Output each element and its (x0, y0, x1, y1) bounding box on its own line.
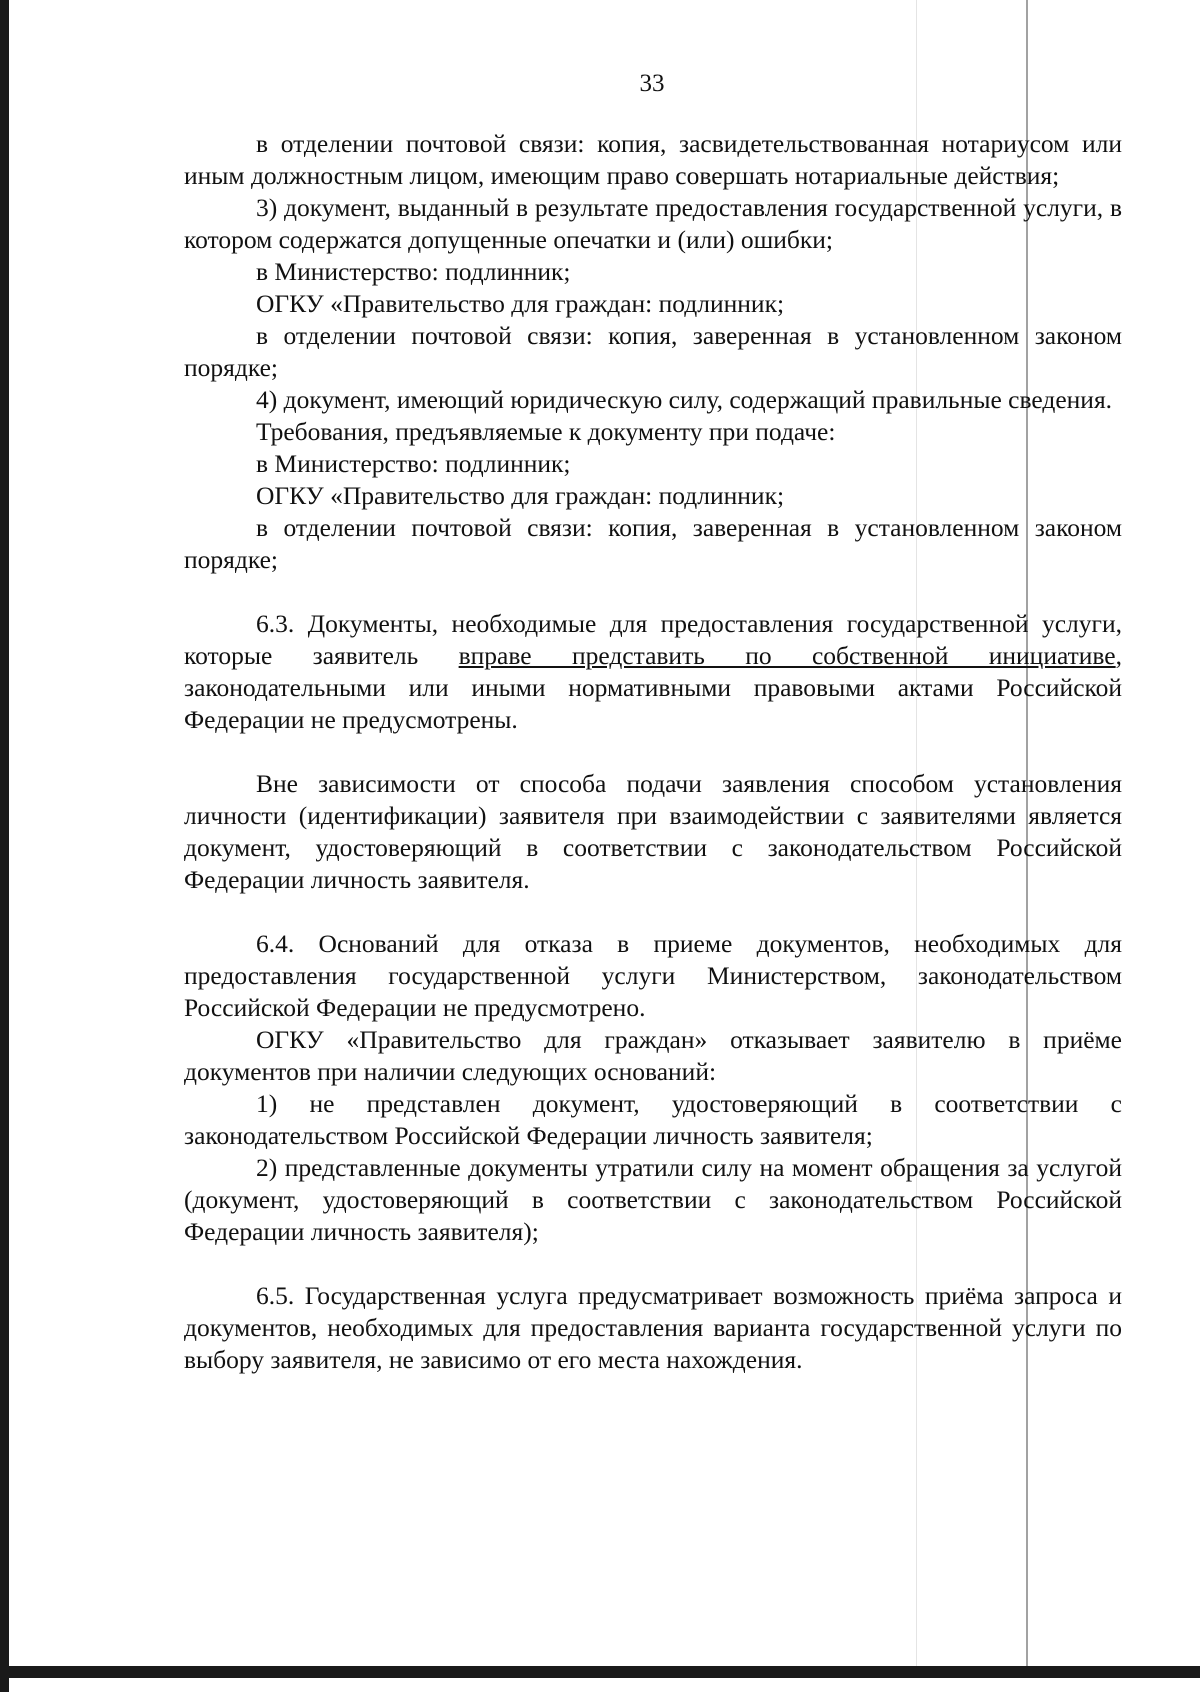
identification-paragraph: Вне зависимости от способа подачи заявления способом установления личности (идентификации) заявителя при взаимодействии с заявителями является документ, удостоверяющий в соответствии с законодательством Российской Федерации личность заявителя. (184, 769, 1122, 894)
section-6-4-item: 2) представленные документы утратили силу на момент обращения за услугой (документ, удостоверяющий в соответствии с законодательством Российской Федерации личность заявителя); (184, 1153, 1122, 1246)
section-6-5-paragraph: 6.5. Государственная услуга предусматривает возможность приёма запроса и документов, необходимых для предоставления варианта государственной услуги по выбору заявителя, не зависимо от его места нахождения. (184, 1281, 1122, 1374)
paragraph: в отделении почтовой связи: копия, заверенная в установленном законом порядке; (184, 321, 1122, 382)
section-6-4-paragraph: 6.4. Оснований для отказа в приеме документов, необходимых для предоставления государственной услуги Министерством, законодательством Российской Федерации не предусмотрено. (184, 929, 1122, 1022)
scan-left-border (0, 0, 9, 1692)
underlined-phrase: вправе представить по собственной инициативе (458, 641, 1116, 670)
paragraph: в отделении почтовой связи: копия, засвидетельствованная нотариусом или иным должностным лицом, имеющим право совершать нотариальные действия; (184, 129, 1122, 190)
paragraph-gap (184, 1248, 1122, 1280)
paragraph: 4) документ, имеющий юридическую силу, содержащий правильные сведения. (256, 385, 1113, 414)
section-6-4-item: 1) не представлен документ, удостоверяющий в соответствии с законодательством Российской Федерации личность заявителя; (184, 1089, 1122, 1150)
section-6-3-text-end: , законодательными или иными нормативными правовыми актами Российской Федерации не предусмотрены. (184, 641, 1123, 734)
paragraph: в Министерство: подлинник; (256, 257, 571, 286)
page-number: 33 (639, 70, 665, 97)
paragraph: ОГКУ «Правительство для граждан: подлинник; (256, 289, 785, 318)
paragraph: ОГКУ «Правительство для граждан: подлинник; (256, 481, 785, 510)
paragraph-gap (184, 576, 1122, 608)
paragraph: в отделении почтовой связи: копия, заверенная в установленном законом порядке; (184, 513, 1122, 574)
section-6-4-paragraph: ОГКУ «Правительство для граждан» отказывает заявителю в приёме документов при наличии следующих оснований: (184, 1025, 1122, 1086)
paragraph-gap (184, 896, 1122, 928)
paragraph-gap (184, 736, 1122, 768)
section-6-3-text-start: 6.3. Документы, необходимые для предоставления государственной услуги, которые заявитель (184, 609, 1122, 670)
paragraph: в Министерство: подлинник; (256, 449, 571, 478)
paragraph: Требования, предъявляемые к документу при подаче: (256, 417, 836, 446)
section-6-3-paragraph (184, 608, 1122, 736)
scan-bottom-border (0, 1666, 1200, 1678)
paragraph: 3) документ, выданный в результате предоставления государственной услуги, в котором содержатся допущенные опечатки и (или) ошибки; (184, 193, 1122, 254)
document-body (184, 128, 1122, 1376)
